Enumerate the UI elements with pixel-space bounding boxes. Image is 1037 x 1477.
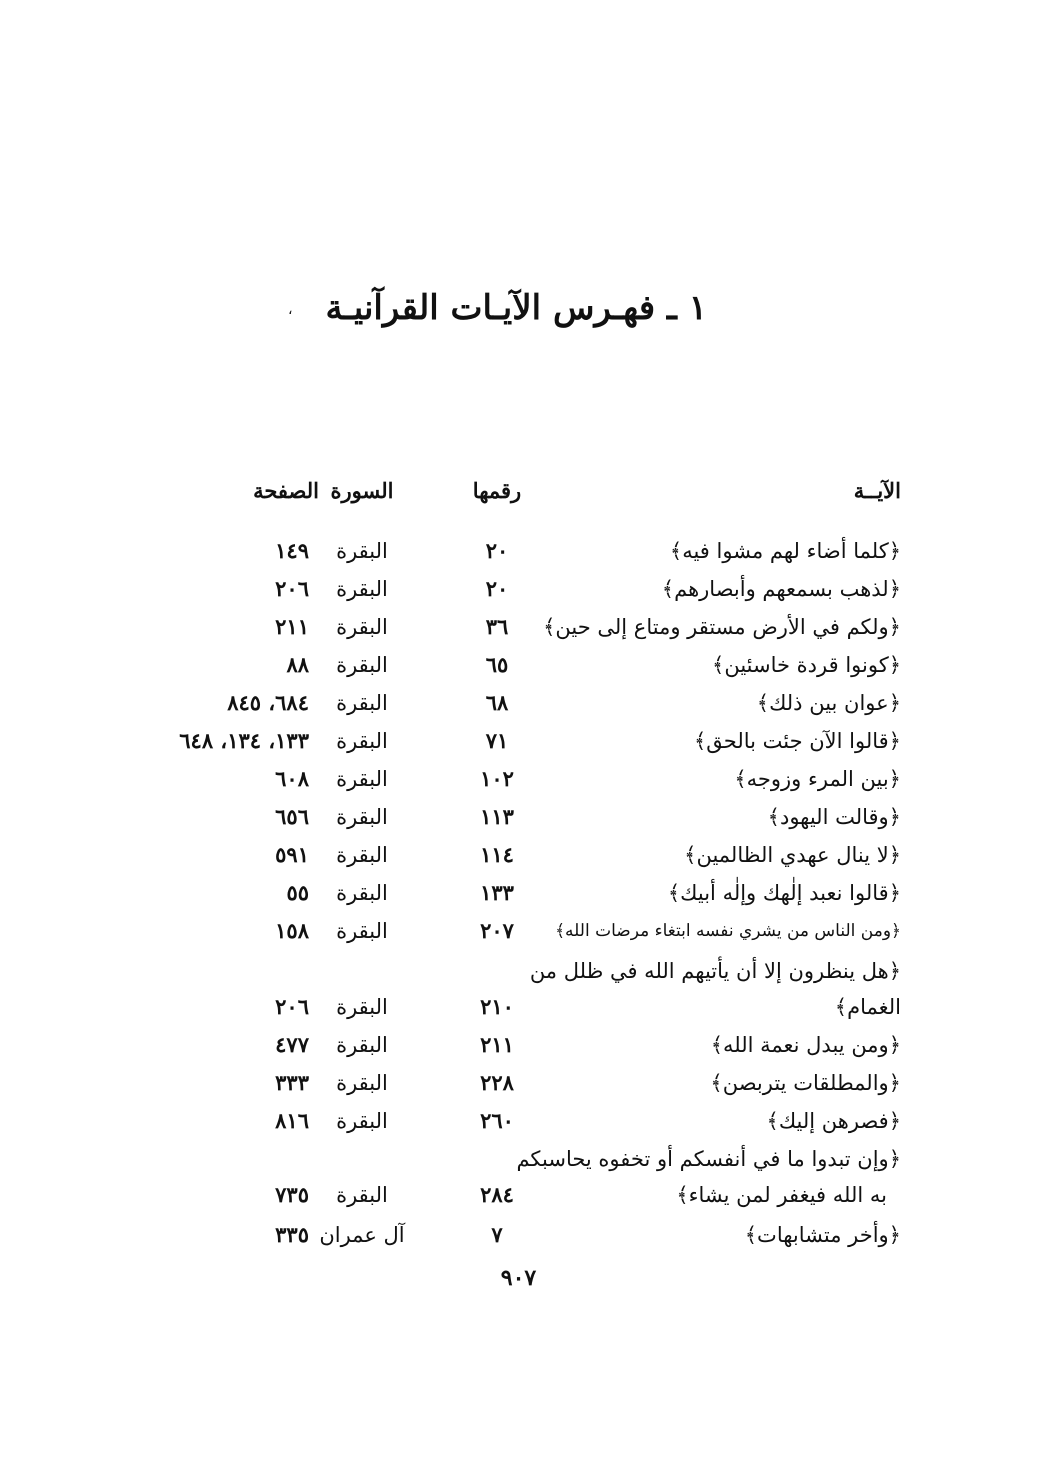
- header-surah: السورة: [330, 478, 394, 503]
- table-row: [0, 608, 1037, 646]
- verse-text: ﴿عوان بين ذلك﴾: [756, 691, 901, 715]
- verse-text: ﴿لذهب بسمعهم وأبصارهم﴾: [661, 577, 901, 601]
- header-number: رقمها: [472, 478, 522, 503]
- verse-number: ٦٨: [485, 690, 509, 715]
- verse-text: ﴿وأخر متشابهات﴾: [744, 1223, 901, 1247]
- table-header: [0, 472, 1037, 510]
- verse-text-continued: الغمام﴾: [834, 995, 901, 1019]
- verse-number: ٦٥: [485, 652, 509, 677]
- page-ref: ١٣٣، ١٣٤، ٦٤٨: [179, 728, 309, 753]
- header-page: الصفحة: [253, 478, 319, 503]
- verse-text: ﴿وقالت اليهود﴾: [767, 805, 901, 829]
- verse-number: ٢٠: [485, 538, 509, 563]
- table-row-line1: [0, 1140, 1037, 1178]
- verse-number: ٢٠٧: [480, 918, 514, 943]
- table-row: [0, 1176, 1037, 1214]
- table-row: [0, 988, 1037, 1026]
- verse-text-continued: به الله فيغفر لمن يشاء﴾: [676, 1183, 887, 1207]
- surah-name: البقرة: [336, 1071, 388, 1095]
- table-row-line1: [0, 952, 1037, 990]
- surah-name: البقرة: [336, 805, 388, 829]
- page-ref: ٢١١: [275, 614, 309, 639]
- verse-number: ٢٦٠: [480, 1108, 514, 1133]
- table-row: [0, 1102, 1037, 1140]
- surah-name: البقرة: [336, 615, 388, 639]
- table-row: [0, 684, 1037, 722]
- surah-name: البقرة: [336, 1183, 388, 1207]
- page-ref: ٨٨: [286, 652, 309, 677]
- page-ref: ٢٠٦: [275, 994, 309, 1019]
- verse-text: ﴿كونوا قردة خاسئين﴾: [712, 653, 901, 677]
- table-row: [0, 1216, 1037, 1254]
- verse-text: ﴿فصرهن إليك﴾: [766, 1109, 901, 1133]
- header-verse: الآيــة: [853, 478, 901, 503]
- verse-text: ﴿ولكم في الأرض مستقر ومتاع إلى حين﴾: [543, 615, 901, 639]
- surah-name: البقرة: [336, 729, 388, 753]
- page-ref: ٢٠٦: [275, 576, 309, 601]
- verse-number: ٣٦: [485, 614, 509, 639]
- table-row: [0, 912, 1037, 950]
- table-row: [0, 722, 1037, 760]
- page-ref: ٥٥: [286, 880, 309, 905]
- verse-text: ﴿وإن تبدوا ما في أنفسكم أو تخفوه يحاسبكم: [516, 1147, 901, 1171]
- surah-name: آل عمران: [319, 1223, 405, 1247]
- surah-name: البقرة: [336, 691, 388, 715]
- table-row: [0, 570, 1037, 608]
- page-number: ٩٠٧: [500, 1265, 537, 1291]
- page-ref: ١٤٩: [275, 538, 309, 563]
- verse-number: ١١٣: [480, 804, 514, 829]
- page-ref: ٦٠٨: [275, 766, 309, 791]
- verse-number: ٧١: [485, 728, 509, 753]
- table-row: [0, 1064, 1037, 1102]
- verse-text: ﴿قالوا الآن جئت بالحق﴾: [693, 729, 901, 753]
- verse-text: ﴿قالوا نعبد إلٰهك وإلٰه أبيك﴾: [667, 881, 901, 905]
- table-row: [0, 532, 1037, 570]
- verse-number: ٢١٠: [480, 994, 514, 1019]
- verse-text: ﴿ومن يبدل نعمة الله﴾: [710, 1033, 901, 1057]
- page-ref: ٧٣٥: [275, 1182, 309, 1207]
- page-ref: ٣٣٣: [275, 1070, 309, 1095]
- surah-name: البقرة: [336, 995, 388, 1019]
- page-ref: ٨١٦: [275, 1108, 309, 1133]
- table-row: [0, 646, 1037, 684]
- verse-number: ٢١١: [480, 1032, 514, 1057]
- surah-name: البقرة: [336, 1033, 388, 1057]
- page-title: ١ ـ فهـرس الآيـات القرآنيـة: [325, 288, 707, 328]
- table-row: [0, 1026, 1037, 1064]
- verse-number: ٧: [491, 1222, 503, 1247]
- surah-name: البقرة: [336, 653, 388, 677]
- table-row: [0, 836, 1037, 874]
- title-mark: ،: [288, 302, 293, 318]
- surah-name: البقرة: [336, 1109, 388, 1133]
- verse-number: ٢٨٤: [480, 1182, 514, 1207]
- surah-name: البقرة: [336, 539, 388, 563]
- page-ref: ٦٥٦: [275, 804, 309, 829]
- page-ref: ١٥٨: [275, 918, 309, 943]
- page-ref: ٣٣٥: [275, 1222, 309, 1247]
- verse-text: ﴿هل ينظرون إلا أن يأتيهم الله في ظلل من: [529, 959, 901, 983]
- verse-text: ﴿كلما أضاء لهم مشوا فيه﴾: [669, 539, 901, 563]
- page-ref: ٤٧٧: [275, 1032, 309, 1057]
- surah-name: البقرة: [336, 919, 388, 943]
- verse-text: ﴿بين المرء وزوجه﴾: [734, 767, 901, 791]
- page-ref: ٦٨٤، ٨٤٥: [227, 690, 309, 715]
- verse-number: ١٠٢: [480, 766, 514, 791]
- table-row: [0, 874, 1037, 912]
- table-row: [0, 760, 1037, 798]
- table-row: [0, 798, 1037, 836]
- surah-name: البقرة: [336, 881, 388, 905]
- surah-name: البقرة: [336, 767, 388, 791]
- verse-text: ﴿ومن الناس من يشري نفسه ابتغاء مرضات الله﴾: [555, 921, 901, 941]
- surah-name: البقرة: [336, 577, 388, 601]
- page-ref: ٥٩١: [275, 842, 309, 867]
- verse-number: ٢٠: [485, 576, 509, 601]
- verse-number: ١١٤: [480, 842, 514, 867]
- verse-number: ١٣٣: [480, 880, 514, 905]
- verse-text: ﴿والمطلقات يتربصن﴾: [710, 1071, 901, 1095]
- verse-number: ٢٢٨: [480, 1070, 514, 1095]
- verse-text: ﴿لا ينال عهدي الظالمين﴾: [684, 843, 901, 867]
- surah-name: البقرة: [336, 843, 388, 867]
